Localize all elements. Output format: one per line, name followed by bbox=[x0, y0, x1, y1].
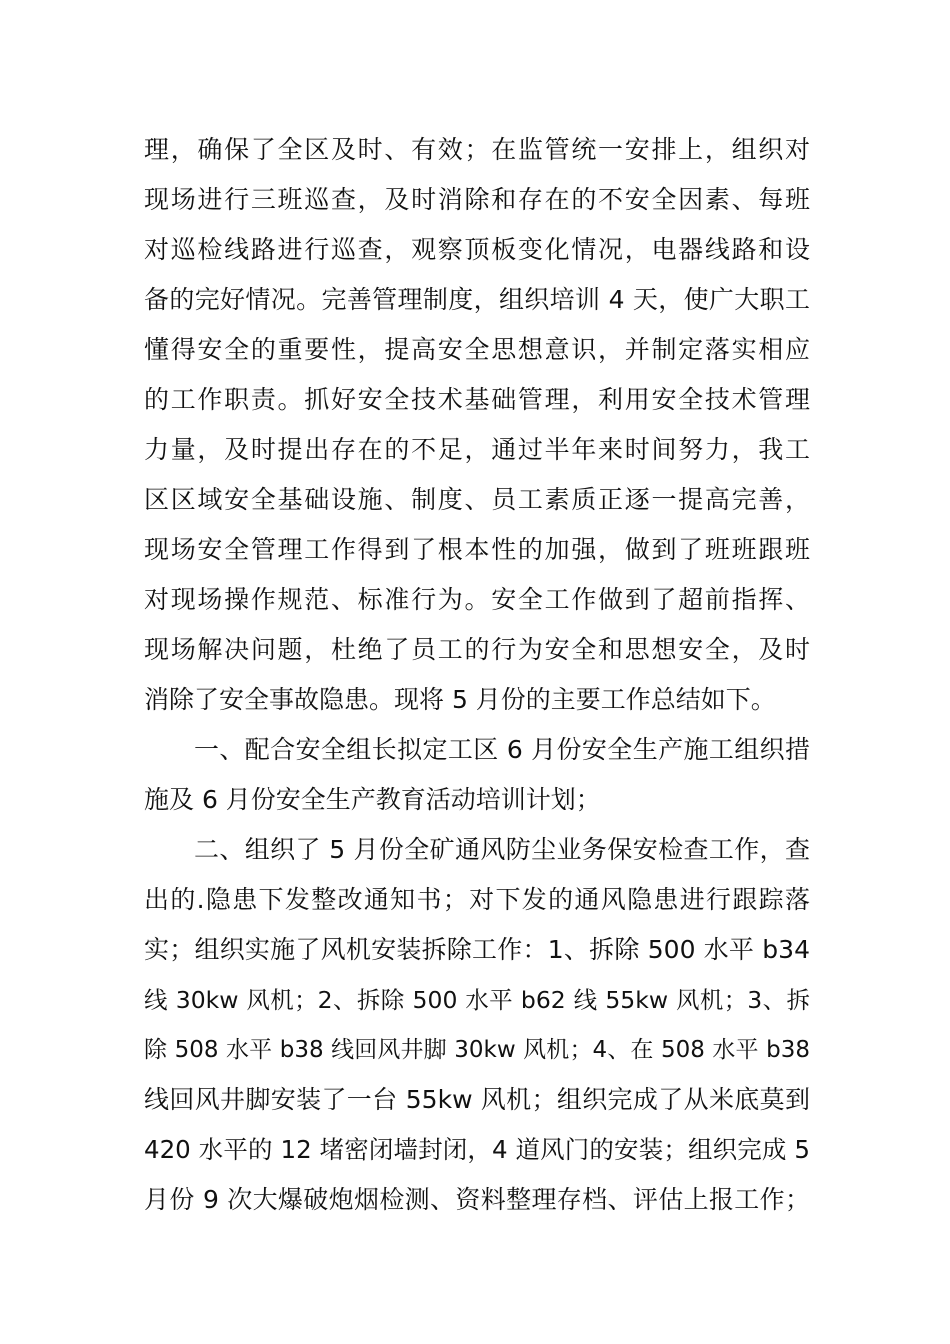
text-line: 线 30kw 风机；2、拆除 500 水平 b62 线 55kw 风机；3、拆 bbox=[144, 986, 810, 1014]
text-line: 420 水平的 12 堵密闭墙封闭，4 道风门的安装；组织完成 5 bbox=[144, 1135, 810, 1164]
text-line: 现场进行三班巡查，及时消除和存在的不安全因素、每班 bbox=[144, 185, 810, 214]
list-item-1-end-line: 施及 6 月份安全生产教育活动培训计划； bbox=[144, 785, 601, 814]
text-line: 力量，及时提出存在的不足，通过半年来时间努力，我工 bbox=[144, 435, 810, 464]
text-line: 月份 9 次大爆破炮烟检测、资料整理存档、评估上报工作； bbox=[144, 1185, 810, 1214]
list-item-1-first-line: 一、配合安全组长拟定工区 6 月份安全生产施工组织措 bbox=[194, 735, 810, 764]
text-line: 备的完好情况。完善管理制度，组织培训 4 天，使广大职工 bbox=[144, 285, 810, 314]
list-item-2-first-line: 二、组织了 5 月份全矿通风防尘业务保安检查工作，查 bbox=[194, 835, 810, 864]
text-line: 的工作职责。抓好安全技术基础管理，利用安全技术管理 bbox=[144, 385, 810, 414]
text-line: 区区域安全基础设施、制度、员工素质正逐一提高完善， bbox=[144, 485, 810, 514]
paragraph-end-line: 消除了安全事故隐患。现将 5 月份的主要工作总结如下。 bbox=[144, 685, 776, 714]
text-line: 出的.隐患下发整改通知书；对下发的通风隐患进行跟踪落 bbox=[144, 885, 810, 914]
text-line: 实；组织实施了风机安装拆除工作：1、拆除 500 水平 b34 bbox=[144, 935, 810, 964]
text-line: 懂得安全的重要性，提高安全思想意识，并制定落实相应 bbox=[144, 335, 810, 364]
text-line: 对巡检线路进行巡查，观察顶板变化情况，电器线路和设 bbox=[144, 235, 810, 264]
text-line: 现场解决问题，杜绝了员工的行为安全和思想安全，及时 bbox=[144, 635, 810, 664]
text-line: 现场安全管理工作得到了根本性的加强，做到了班班跟班 bbox=[144, 535, 810, 564]
text-line: 对现场操作规范、标准行为。安全工作做到了超前指挥、 bbox=[144, 585, 810, 614]
text-line: 除 508 水平 b38 线回风井脚 30kw 风机；4、在 508 水平 b38 bbox=[144, 1037, 810, 1063]
text-line: 理，确保了全区及时、有效；在监管统一安排上，组织对 bbox=[144, 135, 810, 164]
text-line: 线回风井脚安装了一台 55kw 风机；组织完成了从米底莫到 bbox=[144, 1085, 810, 1114]
